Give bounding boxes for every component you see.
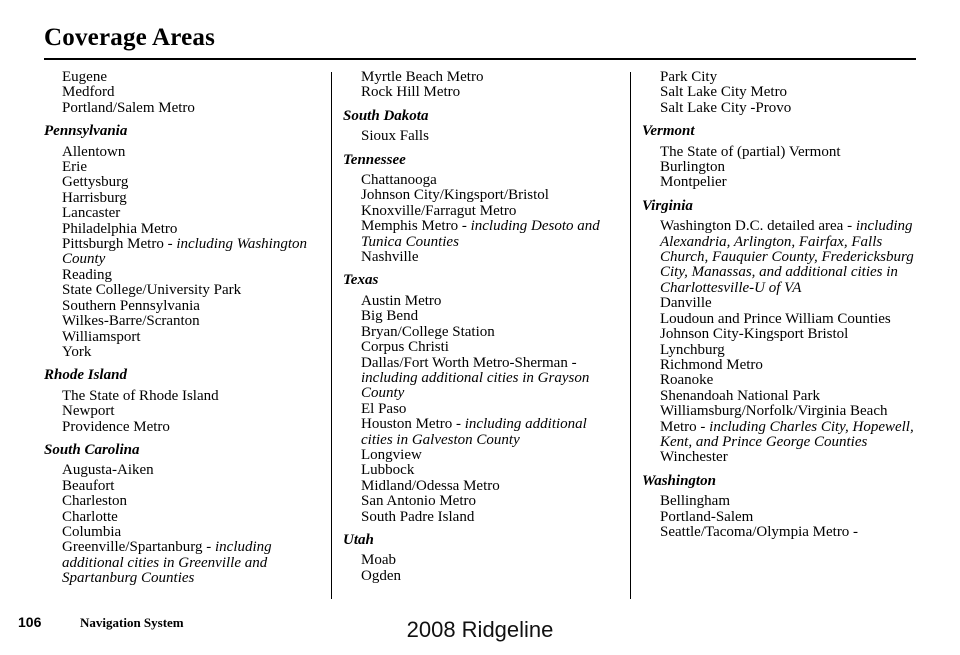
coverage-area-item: [343, 85, 621, 100]
state-heading: South Carolina: [44, 441, 140, 458]
area-name: Harrisburg: [62, 189, 127, 206]
coverage-area-item: [44, 191, 328, 206]
coverage-area-item: [44, 494, 328, 509]
title-rule: [44, 58, 916, 60]
coverage-area-item: [44, 540, 328, 586]
coverage-area-item: [44, 145, 328, 160]
area-name: State College/University Park: [62, 282, 242, 299]
area-name: Austin Metro: [361, 292, 442, 309]
coverage-area-item: [44, 389, 328, 404]
area-name: Danville: [660, 295, 712, 312]
coverage-area-item: [642, 404, 914, 450]
coverage-area-item: [642, 494, 914, 509]
coverage-area-item: [642, 85, 914, 100]
coverage-area-item: [44, 283, 328, 298]
area-name: Dallas/Fort Worth Metro-Sherman -: [361, 354, 577, 371]
state-heading: Vermont: [642, 123, 695, 140]
area-name: Lynchburg: [660, 341, 725, 358]
coverage-area-item: [44, 222, 328, 237]
coverage-area-item: [343, 70, 621, 85]
coverage-area-item: [642, 389, 914, 404]
area-name: Lubbock: [361, 462, 415, 479]
coverage-area-item: [642, 145, 914, 160]
coverage-area-item: [642, 312, 914, 327]
coverage-area-item: [642, 175, 914, 190]
area-name: Allentown: [62, 143, 126, 160]
area-name: Wilkes-Barre/Scranton: [62, 313, 200, 330]
area-name: Charleston: [62, 493, 127, 510]
area-name: Erie: [62, 159, 87, 176]
coverage-area-item: [44, 101, 328, 116]
state-heading: Virginia: [642, 197, 693, 214]
coverage-area-item: [44, 510, 328, 525]
coverage-area-item: [44, 330, 328, 345]
area-name: York: [62, 343, 92, 360]
area-name: Southern Pennsylvania: [62, 297, 200, 314]
area-name: Greenville/Spartanburg -: [62, 539, 216, 556]
coverage-area-item: [642, 296, 914, 311]
area-name: Salt Lake City -Provo: [660, 99, 792, 116]
area-name: Lancaster: [62, 205, 121, 222]
coverage-area-item: [44, 206, 328, 221]
area-name: Sioux Falls: [361, 128, 429, 145]
coverage-area-item: [343, 325, 621, 340]
area-note: including Washington County: [62, 236, 308, 268]
state-heading: Tennessee: [343, 151, 406, 168]
area-name: Midland/Odessa Metro: [361, 477, 500, 494]
coverage-area-item: [642, 343, 914, 358]
area-name: Pittsburgh Metro -: [62, 236, 177, 253]
area-name: Columbia: [62, 523, 122, 540]
coverage-area-item: [343, 188, 621, 203]
coverage-area-item: [343, 204, 621, 219]
coverage-area-item: [343, 356, 621, 402]
coverage-area-item: [343, 340, 621, 355]
area-name: Charlotte: [62, 508, 118, 525]
area-name: Bellingham: [660, 493, 730, 510]
area-name: Williamsburg/Norfolk/Virginia Beach Metro -: [660, 403, 888, 435]
coverage-area-item: [343, 250, 621, 265]
coverage-area-item: [44, 85, 328, 100]
area-name: Knoxville/Farragut Metro: [361, 202, 517, 219]
column-divider: [630, 72, 631, 599]
column-divider: [331, 72, 332, 599]
area-name: Seattle/Tacoma/Olympia Metro -: [660, 523, 859, 540]
area-name: Myrtle Beach Metro: [361, 69, 484, 85]
coverage-area-item: [343, 402, 621, 417]
coverage-area-item: [343, 553, 621, 568]
area-name: Longview: [361, 446, 422, 463]
coverage-column-1: [44, 70, 328, 587]
coverage-column-3: [642, 70, 914, 540]
area-name: Big Bend: [361, 308, 419, 325]
area-name: Nashville: [361, 249, 419, 266]
area-note: including additional cities in Galveston County: [361, 416, 587, 448]
footer-section-label: Navigation System: [80, 615, 184, 630]
coverage-area-item: [44, 70, 328, 85]
coverage-area-item: [44, 175, 328, 190]
area-name: San Antonio Metro: [361, 493, 476, 510]
coverage-area-item: [44, 314, 328, 329]
coverage-area-item: [44, 479, 328, 494]
area-name: Memphis Metro -: [361, 218, 471, 235]
coverage-area-item: [343, 309, 621, 324]
coverage-area-item: [343, 294, 621, 309]
area-note: including Charles City, Hopewell, Kent, and Prince George Counties: [660, 418, 914, 450]
area-name: Corpus Christi: [361, 339, 449, 356]
coverage-area-item: [642, 160, 914, 175]
coverage-area-item: [343, 173, 621, 188]
area-note: including Alexandria, Arlington, Fairfax, Falls Church, Fauquier County, Fredericksburg City, Manassas, and additional cities in Charlottesville-U of VA: [660, 218, 914, 296]
area-name: Ogden: [361, 567, 401, 584]
coverage-area-item: [642, 450, 914, 465]
coverage-area-item: [642, 525, 914, 540]
area-name: Beaufort: [62, 477, 115, 494]
area-name: Chattanooga: [361, 172, 437, 189]
area-name: Salt Lake City Metro: [660, 84, 788, 101]
coverage-area-item: [343, 479, 621, 494]
area-name: Washington D.C. detailed area -: [660, 218, 856, 235]
area-name: Shenandoah National Park: [660, 387, 820, 404]
coverage-area-item: [642, 219, 914, 296]
coverage-area-item: [343, 510, 621, 525]
coverage-area-item: [343, 569, 621, 584]
area-name: El Paso: [361, 400, 407, 417]
area-name: Portland-Salem: [660, 508, 754, 525]
page-number: 106: [18, 614, 42, 630]
coverage-area-item: [44, 268, 328, 283]
state-heading: Rhode Island: [44, 367, 127, 384]
coverage-area-item: [44, 160, 328, 175]
area-name: Medford: [62, 84, 115, 101]
area-name: Moab: [361, 552, 396, 569]
coverage-area-item: [44, 299, 328, 314]
coverage-area-item: [642, 510, 914, 525]
area-name: Philadelphia Metro: [62, 220, 178, 237]
area-note: including additional cities in Grayson County: [361, 369, 590, 402]
coverage-area-item: [343, 463, 621, 478]
area-name: Houston Metro -: [361, 416, 465, 433]
coverage-area-item: [343, 417, 621, 448]
coverage-area-item: [343, 448, 621, 463]
coverage-column-2: [343, 70, 621, 584]
state-heading: Pennsylvania: [44, 123, 128, 140]
area-note: including additional cities in Greenville and Spartanburg Counties: [62, 539, 272, 587]
area-name: Bryan/College Station: [361, 323, 495, 340]
area-name: Burlington: [660, 159, 726, 176]
coverage-area-item: [44, 420, 328, 435]
state-heading: Washington: [642, 472, 716, 489]
coverage-area-item: [44, 525, 328, 540]
coverage-area-item: [343, 494, 621, 509]
area-name: The State of (partial) Vermont: [660, 143, 841, 160]
coverage-area-item: [44, 237, 328, 268]
area-name: Williamsport: [62, 328, 141, 345]
area-name: Reading: [62, 266, 112, 283]
area-name: The State of Rhode Island: [62, 387, 219, 404]
state-heading: Texas: [343, 272, 379, 289]
area-name: Johnson City/Kingsport/Bristol: [361, 187, 549, 204]
coverage-area-item: [642, 358, 914, 373]
coverage-area-item: [343, 129, 621, 144]
area-name: Augusta-Aiken: [62, 462, 154, 479]
area-name: Providence Metro: [62, 418, 170, 435]
coverage-area-item: [642, 373, 914, 388]
page-title: Coverage Areas: [44, 24, 216, 51]
area-name: Johnson City-Kingsport Bristol: [660, 326, 849, 343]
coverage-area-item: [44, 404, 328, 419]
coverage-area-item: [642, 101, 914, 116]
state-heading: South Dakota: [343, 107, 429, 124]
area-name: Montpelier: [660, 174, 727, 191]
area-name: Roanoke: [660, 372, 714, 389]
area-name: Rock Hill Metro: [361, 84, 461, 101]
area-name: Winchester: [660, 449, 728, 466]
area-name: Eugene: [62, 69, 107, 85]
coverage-area-item: [44, 345, 328, 360]
area-note: including Desoto and Tunica Counties: [361, 218, 600, 250]
area-name: Loudoun and Prince William Counties: [660, 310, 891, 327]
coverage-area-item: [642, 70, 914, 85]
watermark: 2008 Ridgeline: [406, 617, 554, 642]
area-name: Park City: [660, 69, 718, 85]
area-name: Portland/Salem Metro: [62, 99, 195, 116]
coverage-area-item: [642, 327, 914, 342]
coverage-area-item: [44, 463, 328, 478]
coverage-area-item: [343, 219, 621, 250]
area-name: Newport: [62, 403, 115, 420]
area-name: Richmond Metro: [660, 356, 763, 373]
state-heading: Utah: [343, 531, 374, 548]
area-name: South Padre Island: [361, 508, 475, 525]
area-name: Gettysburg: [62, 174, 129, 191]
